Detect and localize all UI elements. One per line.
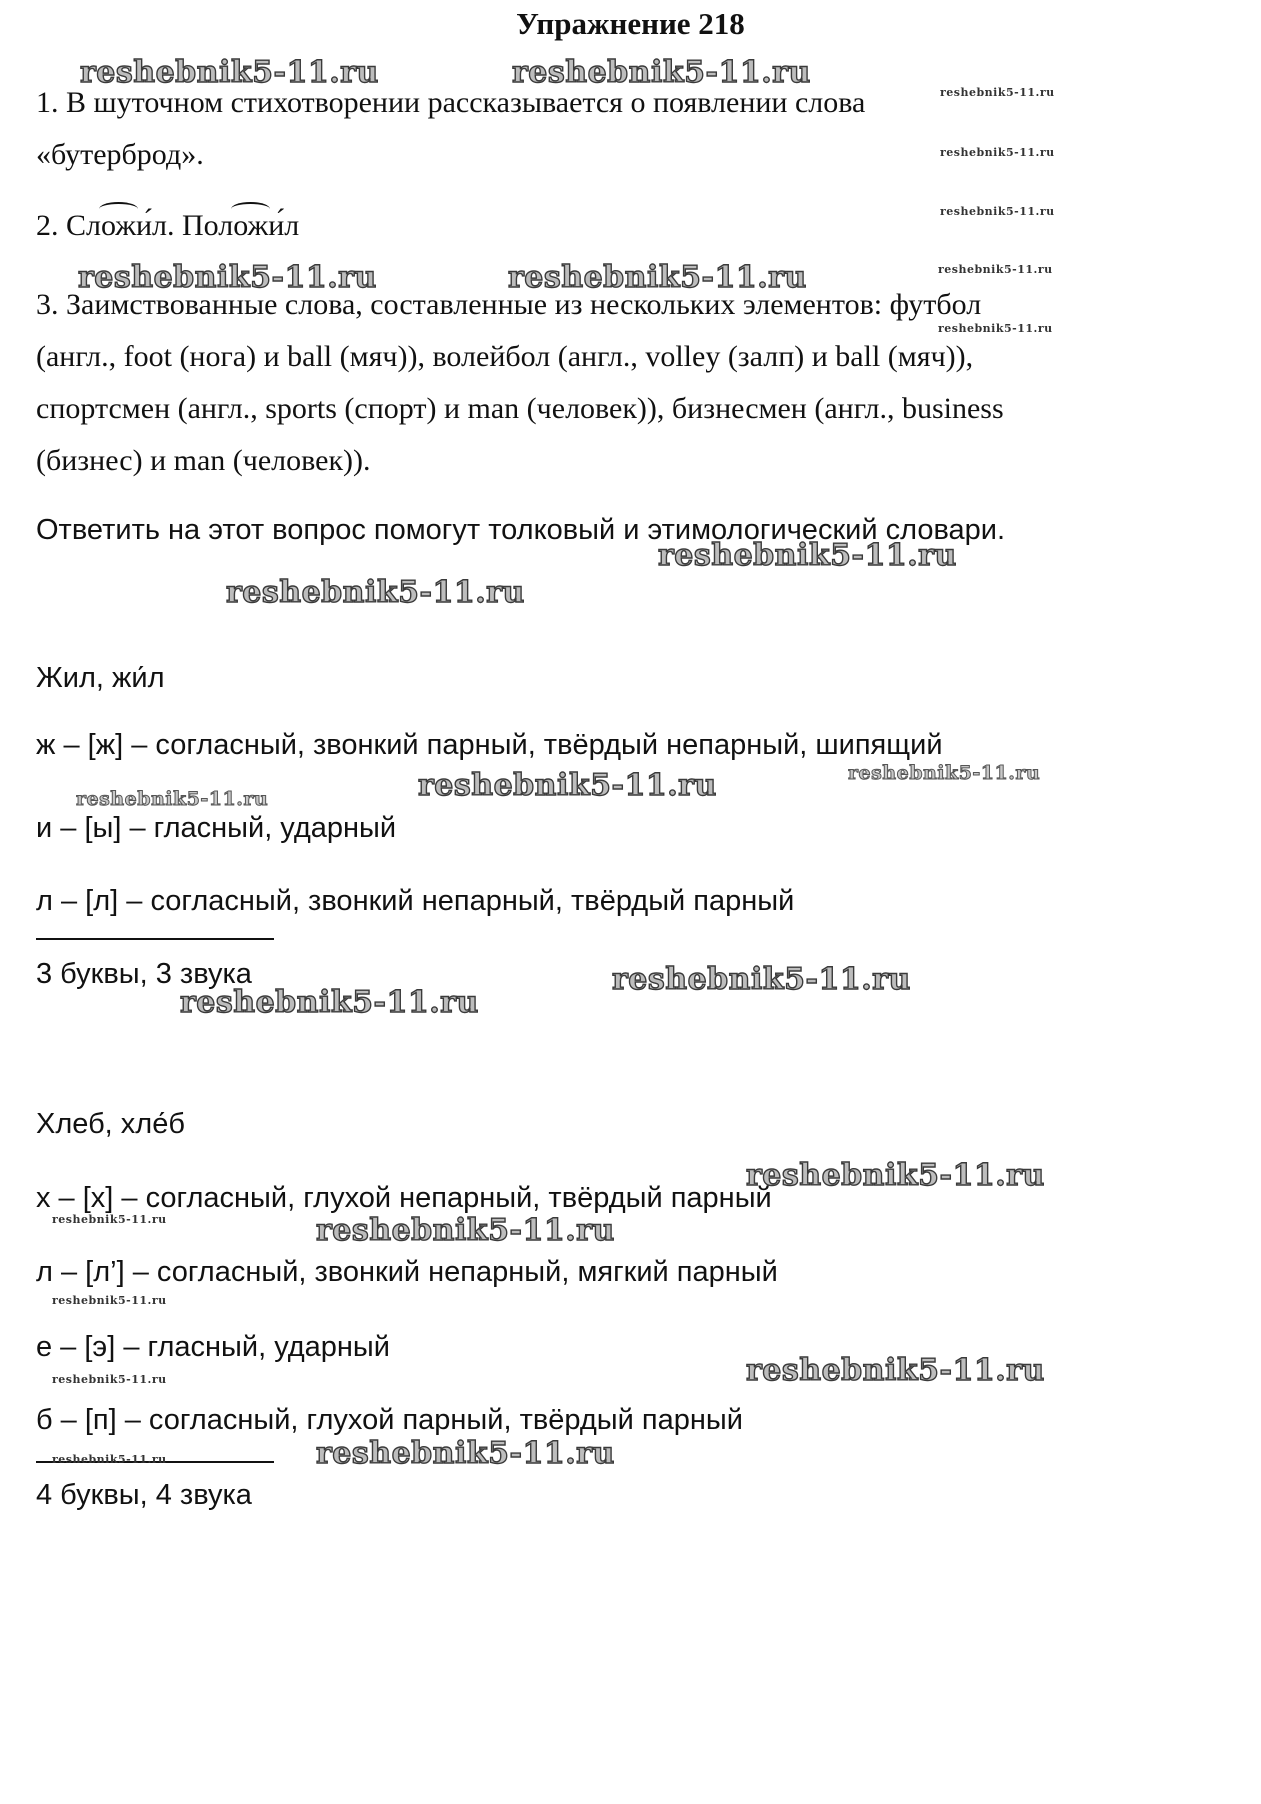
watermark: reshebnik5-11.ru	[746, 1158, 1045, 1193]
word-2-sound-2: л – [л’] – согласный, звонкий непарный, мягкий парный	[36, 1256, 778, 1288]
root-arc-2: ож	[233, 209, 269, 242]
paragraph-2-prefix: 2. Сл	[36, 209, 101, 242]
watermark: reshebnik5-11.ru	[940, 146, 1055, 159]
watermark: reshebnik5-11.ru	[226, 575, 525, 610]
paragraph-1-line-1: 1. В шуточном стихотворении рассказывается о появлении слова	[36, 86, 866, 119]
watermark: reshebnik5-11.ru	[938, 322, 1053, 335]
word-1-sound-2: и – [ы] – гласный, ударный	[36, 812, 397, 844]
paragraph-2-suffix: и́л	[268, 209, 300, 242]
word-1-sound-3: л – [л] – согласный, звонкий непарный, твёрдый парный	[36, 885, 795, 917]
paragraph-1-line-2: «бутерброд».	[36, 138, 204, 171]
word-2-sound-1: х – [х] – согласный, глухой непарный, твёрдый парный	[36, 1182, 772, 1214]
watermark: reshebnik5-11.ru	[316, 1213, 615, 1248]
word-1-divider	[36, 938, 274, 940]
watermark: reshebnik5-11.ru	[508, 260, 807, 295]
watermark: reshebnik5-11.ru	[180, 985, 479, 1020]
watermark: reshebnik5-11.ru	[52, 1213, 167, 1226]
root-arc-1: ож	[100, 209, 136, 242]
word-1-summary: 3 буквы, 3 звука	[36, 958, 252, 990]
word-1-sound-1: ж – [ж] – согласный, звонкий парный, твёрдый непарный, шипящий	[36, 729, 943, 761]
answer-note: Ответить на этот вопрос помогут толковый и этимологический словари.	[36, 514, 1006, 546]
watermark: reshebnik5-11.ru	[938, 263, 1053, 276]
watermark: reshebnik5-11.ru	[52, 1294, 167, 1307]
word-2-sound-3: е – [э] – гласный, ударный	[36, 1331, 390, 1363]
paragraph-2-mid: и́л. Пол	[135, 209, 234, 242]
word-1-heading: Жил, жи́л	[36, 662, 165, 694]
watermark: reshebnik5-11.ru	[940, 205, 1055, 218]
watermark: reshebnik5-11.ru	[52, 1373, 167, 1386]
watermark: reshebnik5-11.ru	[940, 86, 1055, 99]
page-title: Упражнение 218	[516, 6, 745, 41]
paragraph-3-line-3: спортсмен (англ., sports (спорт) и man (человек)), бизнесмен (англ., business	[36, 392, 1004, 425]
watermark: reshebnik5-11.ru	[418, 768, 717, 803]
watermark: reshebnik5-11.ru	[612, 962, 911, 997]
watermark: reshebnik5-11.ru	[746, 1353, 1045, 1388]
word-2-heading: Хлеб, хле́б	[36, 1108, 185, 1140]
paragraph-2	[36, 208, 299, 244]
paragraph-3-line-4: (бизнес) и man (человек)).	[36, 444, 371, 477]
word-2-sound-4: б – [п] – согласный, глухой парный, твёрдый парный	[36, 1404, 743, 1436]
paragraph-3-line-1: 3. Заимствованные слова, составленные из нескольких элементов: футбол	[36, 288, 982, 321]
watermark: reshebnik5-11.ru	[80, 55, 379, 90]
paragraph-3-line-2: (англ., foot (нога) и ball (мяч)), волейбол (англ., volley (залп) и ball (мяч)),	[36, 340, 974, 373]
watermark: reshebnik5-11.ru	[658, 538, 957, 573]
watermark: reshebnik5-11.ru	[316, 1436, 615, 1471]
watermark: reshebnik5-11.ru	[52, 1453, 167, 1466]
watermark: reshebnik5-11.ru	[76, 788, 269, 810]
watermark: reshebnik5-11.ru	[78, 260, 377, 295]
word-2-summary: 4 буквы, 4 звука	[36, 1479, 252, 1511]
watermark: reshebnik5-11.ru	[512, 55, 811, 90]
watermark: reshebnik5-11.ru	[848, 762, 1041, 784]
